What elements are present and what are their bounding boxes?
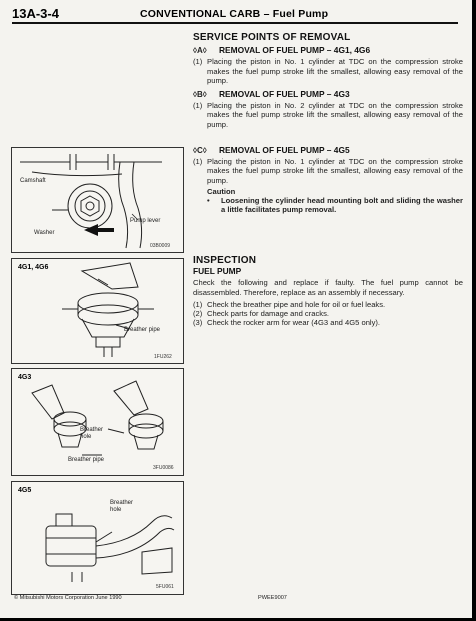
figure-pump-4g3: [11, 368, 184, 476]
inspection-step: [193, 318, 463, 327]
removal-step-4g1-4g6: [193, 57, 463, 85]
step-text: Placing the piston in No. 2 cylinder at TDC on the compression stroke makes the fuel pump stroke lift the smallest, allowing easy removal of the pump.: [207, 101, 463, 129]
bullet: •: [207, 196, 210, 206]
label-camshaft: Camshaft: [20, 178, 46, 184]
step-text: Placing the piston in No. 1 cylinder at TDC on the compression stroke makes the fuel pump stroke lift the smallest, allowing easy removal of the pump.: [207, 157, 463, 185]
removal-symbol-b: ◊B◊: [193, 90, 207, 100]
header-rule: [12, 22, 458, 24]
figure-camshaft-washer: [11, 147, 184, 253]
removal-section-4g5: [193, 144, 463, 214]
step-text: Check the rocker arm for wear (4G3 and 4G5 only).: [207, 318, 381, 328]
step-number: (2): [193, 309, 203, 319]
figure-code: 03B0009: [150, 243, 171, 249]
figure-pump-4g5: [11, 481, 184, 595]
inspection-step: [193, 300, 463, 309]
inspection-title: INSPECTION: [193, 255, 257, 266]
footer-copyright: © Mitsubishi Motors Corporation June 1990: [14, 595, 122, 601]
figure-label: 4G1, 4G6: [18, 264, 49, 271]
label-breather-hole: Breather hole: [80, 427, 104, 440]
camshaft-illustration: [12, 148, 183, 252]
step-number: (3): [193, 318, 203, 328]
label-pump-lever: Pump lever: [130, 218, 161, 224]
figure-code: 3FU0086: [153, 465, 174, 471]
removal-step-4g3: [193, 101, 463, 129]
page-edge-shadow: [472, 0, 476, 621]
step-text: Placing the piston in No. 1 cylinder at TDC on the compression stroke makes the fuel pump stroke lift the smallest, allowing easy removal of the pump.: [207, 57, 463, 85]
removal-heading-text: REMOVAL OF FUEL PUMP – 4G1, 4G6: [219, 45, 371, 56]
inspection-steps: [193, 300, 463, 328]
removal-symbol-a: ◊A◊: [193, 46, 207, 56]
label-breather-pipe: Breather pipe: [68, 457, 105, 463]
removal-heading-text: REMOVAL OF FUEL PUMP – 4G5: [219, 145, 350, 155]
figure-pump-4g1-4g6: [11, 258, 184, 364]
step-number: (1): [193, 299, 203, 309]
label-washer: Washer: [34, 230, 55, 236]
removal-step-4g5: [193, 157, 463, 185]
caution-block: [207, 187, 463, 215]
fuel-pump-illustration: [12, 482, 183, 594]
footer-code: PWEE9007: [258, 595, 287, 601]
label-breather-hole: Breather hole: [110, 500, 134, 513]
step-number: (1): [193, 57, 203, 67]
caution-text: Loosening the cylinder head mounting bolt and sliding the washer a little facilitates pump removal.: [221, 196, 463, 215]
figure-code: 5FU061: [156, 584, 174, 590]
step-number: (1): [193, 157, 203, 167]
figure-code: 1FU262: [154, 354, 172, 360]
figure-label: 4G5: [18, 487, 32, 494]
figure-label: 4G3: [18, 374, 32, 381]
removal-heading-4g1-4g6: [193, 46, 463, 55]
removal-heading-4g5: [193, 146, 463, 155]
step-number: (1): [193, 101, 203, 111]
inspection-intro: Check the following and replace if faulty. The fuel pump cannot be disassembled. Therefore, replace as an assembly if necessary.: [193, 278, 463, 297]
service-points-section: [193, 33, 463, 129]
removal-heading-text: REMOVAL OF FUEL PUMP – 4G3: [219, 89, 350, 100]
caution-item: [207, 196, 463, 214]
step-text: Check parts for damage and cracks.: [207, 309, 329, 319]
caution-label: Caution: [207, 186, 236, 196]
inspection-subtitle: FUEL PUMP: [193, 266, 242, 277]
removal-symbol-c: ◊C◊: [193, 146, 207, 155]
step-text: Check the breather pipe and hole for oil or fuel leaks.: [207, 299, 386, 309]
label-breather-pipe: Breather pipe: [124, 327, 161, 333]
page-title: CONVENTIONAL CARB – Fuel Pump: [140, 8, 329, 20]
section-code: 13A-3-4: [12, 6, 59, 21]
service-points-title: SERVICE POINTS OF REMOVAL: [193, 32, 351, 43]
inspection-section: [193, 256, 463, 327]
inspection-step: [193, 309, 463, 318]
removal-heading-4g3: [193, 90, 463, 99]
fuel-pump-illustration: [12, 259, 183, 363]
